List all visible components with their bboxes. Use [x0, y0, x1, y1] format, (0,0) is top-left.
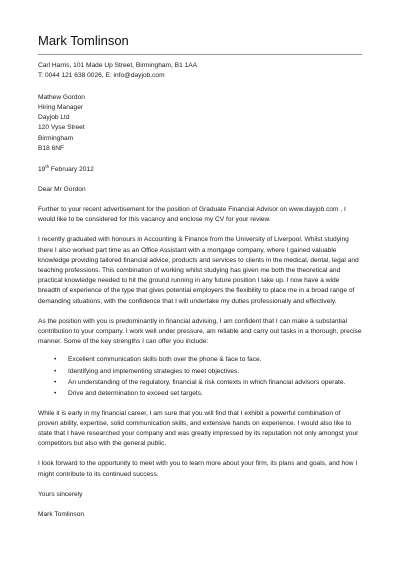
salutation: Dear Mr Gordon	[38, 185, 86, 193]
date-suffix: th	[45, 163, 50, 169]
paragraph-intro: Further to your recent advertisement for the position of Graduate Financial Advisor on www.dayjob.com , I would like to be considered for this vacancy and enclose my CV for your review.	[38, 205, 346, 224]
sender-contact: T: 0044 121 638 0026, E: info@dayjob.com	[38, 72, 165, 80]
paragraph-closing-pitch: While it is early in my financial career, I am sure that you will find that I exhibit a powerful combination of proven ability, expertise, solid communication skills, and extensive hands on experience. I would also like to state that I have researched your company and was greatly impressed by its reputation not only amongst your competitors but also with the general public.	[38, 409, 359, 448]
list-item-text: Identifying and implementing strategies to meet objectives.	[68, 367, 240, 375]
date-rest: February 2012	[49, 165, 94, 173]
date-day: 19	[38, 165, 46, 173]
strengths-list	[38, 354, 362, 399]
header-divider	[38, 54, 362, 55]
bullet-icon: •	[54, 390, 57, 398]
recipient-line: Mathew Gordon	[38, 94, 85, 102]
recipient-line: Dayjob Ltd	[38, 114, 70, 122]
recipient-block	[38, 93, 362, 154]
list-item	[54, 354, 362, 365]
list-item-text: An understanding of the regulatory, financial & risk contexts in which financial advisors operate.	[68, 378, 346, 386]
recipient-line: Hiring Manager	[38, 104, 84, 112]
paragraph-background: I recently graduated with honours in Accounting & Finance from the University of Liverpool. Whilst studying there I also worked part time as an Office Assistant with a mortgage company, where I gained valuable knowledge providing tailored financial advice, products and services to clients in the medical, dental, legal and teaching professions. This combination of working whilst studying has given me both the theoretical and practical knowledge needed to hit the ground running in any future position I take up. I now have a wide breadth of experience of the type that gives potential employers the flexibility to place me in a broad range of demanding situations, with the confidence that I will undertake my duties professionally and effectively.	[38, 236, 359, 305]
signature-name: Mark Tomlinson	[38, 510, 85, 518]
sender-name: Mark Tomlinson	[38, 33, 129, 48]
bullet-icon: •	[54, 367, 57, 375]
list-item	[54, 377, 362, 388]
list-item-text: Excellent communication skills both over the phone & face to face.	[68, 356, 262, 364]
recipient-line: B18 6NF	[38, 144, 65, 152]
closing: Yours sincerely	[38, 490, 83, 498]
recipient-line: Birmingham	[38, 134, 74, 142]
paragraph-followup: I look forward to the opportunity to meet with you to learn more about your firm, its plans and goals, and how I might contribute to its continued success.	[38, 460, 358, 478]
list-item	[54, 388, 362, 399]
bullet-icon: •	[54, 378, 57, 386]
letter-date	[38, 165, 362, 175]
paragraph-strengths: As the position with you is predominantly in financial advising, I am confident that I can make a substantial contribution to your company. I work well under pressure, am reliable and carry out tasks in a thorough, precise manner. Some of the key strengths I can offer you include:	[38, 317, 362, 346]
sender-address: Carl Harris, 101 Made Up Street, Birmingham, B1 1AA	[38, 62, 198, 69]
list-item	[54, 366, 362, 377]
recipient-line: 120 Vyse Street	[38, 124, 85, 132]
list-item-text: Drive and determination to exceed set targets.	[68, 390, 203, 398]
bullet-icon: •	[54, 356, 57, 364]
